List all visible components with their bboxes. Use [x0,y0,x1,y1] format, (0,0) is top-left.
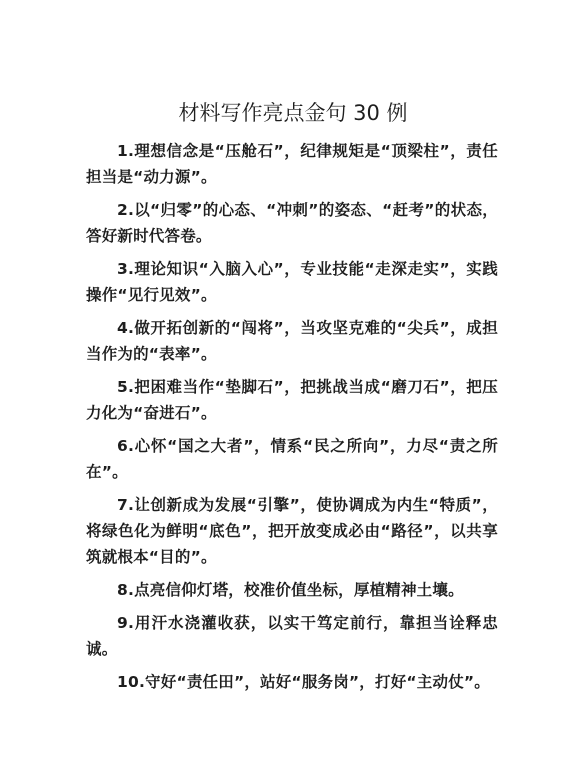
paragraph-1: 1.理想信念是“压舱石”，纪律规矩是“顶梁柱”，责任担当是“动力源”。 [86,142,498,186]
paragraph-10: 10.守好“责任田”，站好“服务岗”，打好“主动仗”。 [117,673,490,691]
paragraph-8: 8.点亮信仰灯塔，校准价值坐标，厚植精神土壤。 [117,581,464,599]
paragraph-9: 9.用汗水浇灌收获，以实干笃定前行，靠担当诠释忠诚。 [86,614,498,658]
paragraph-7: 7.让创新成为发展“引擎”，使协调成为内生“特质”，将绿色化为鲜明“底色”，把开放变成必由“路径”，以共享筑就根本“目的”。 [86,496,498,566]
paragraph-6: 6.心怀“国之大者”，情系“民之所向”，力尽“责之所在”。 [86,437,498,481]
paragraph-4: 4.做开拓创新的“闯将”，当攻坚克难的“尖兵”，成担当作为的“表率”。 [86,319,498,363]
paragraph-2: 2.以“归零”的心态、“冲刺”的姿态、“赶考”的状态，答好新时代答卷。 [86,201,498,245]
document-title: 材料写作亮点金句 30 例 [178,101,408,125]
paragraph-5: 5.把困难当作“垫脚石”，把挑战当成“磨刀石”，把压力化为“奋进石”。 [86,378,498,422]
paragraph-3: 3.理论知识“入脑入心”，专业技能“走深走实”，实践操作“见行见效”。 [86,260,498,304]
document-body [86,138,498,702]
